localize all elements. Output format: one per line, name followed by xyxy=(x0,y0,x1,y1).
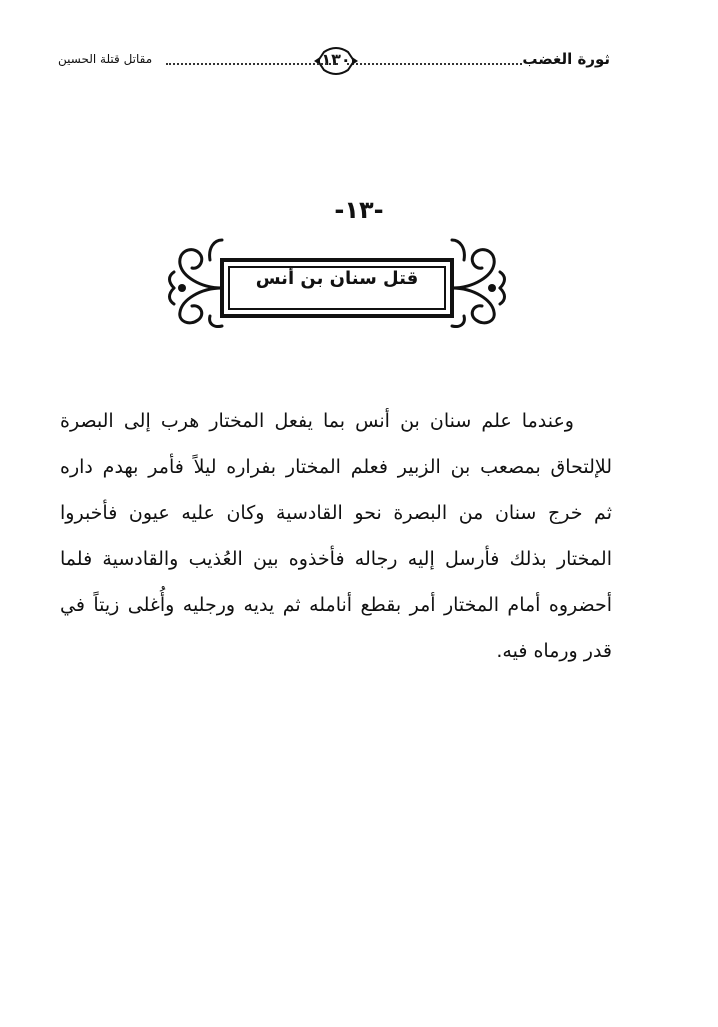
body-line: المختار بذلك فأرسل إليه رجاله فأخذوه بين العُذيب والقادسية فلما xyxy=(60,548,612,570)
body-line: أحضروه أمام المختار أمر بقطع أنامله ثم يديه ورجليه وأُغلى زيتاً في xyxy=(60,594,612,616)
page-number: ١٣٠ xyxy=(321,50,351,69)
body-line: ثم خرج سنان من البصرة نحو القادسية وكان عليه عيون فأخبروا xyxy=(60,502,612,524)
chapter-title: قتل سنان بن أنس xyxy=(255,268,419,289)
book-title: ثورة الغضب xyxy=(522,50,610,68)
chapter-title-frame xyxy=(160,236,514,328)
section-title: مقاتل قتلة الحسين xyxy=(58,52,153,66)
body-line: قدر ورماه فيه. xyxy=(496,640,612,662)
header-dotted-rule-right xyxy=(347,63,522,65)
body-paragraph xyxy=(60,398,612,674)
page-number-badge xyxy=(312,44,360,78)
header-dotted-rule-left xyxy=(166,63,338,65)
body-line: للإلتحاق بمصعب بن الزبير فعلم المختار بفراره ليلاً فأمر بهدم داره xyxy=(60,456,612,478)
running-header xyxy=(58,44,610,78)
chapter-number: -١٣- xyxy=(334,196,384,224)
body-line: وعندما علم سنان بن أنس بما يفعل المختار هرب إلى البصرة xyxy=(60,410,574,432)
